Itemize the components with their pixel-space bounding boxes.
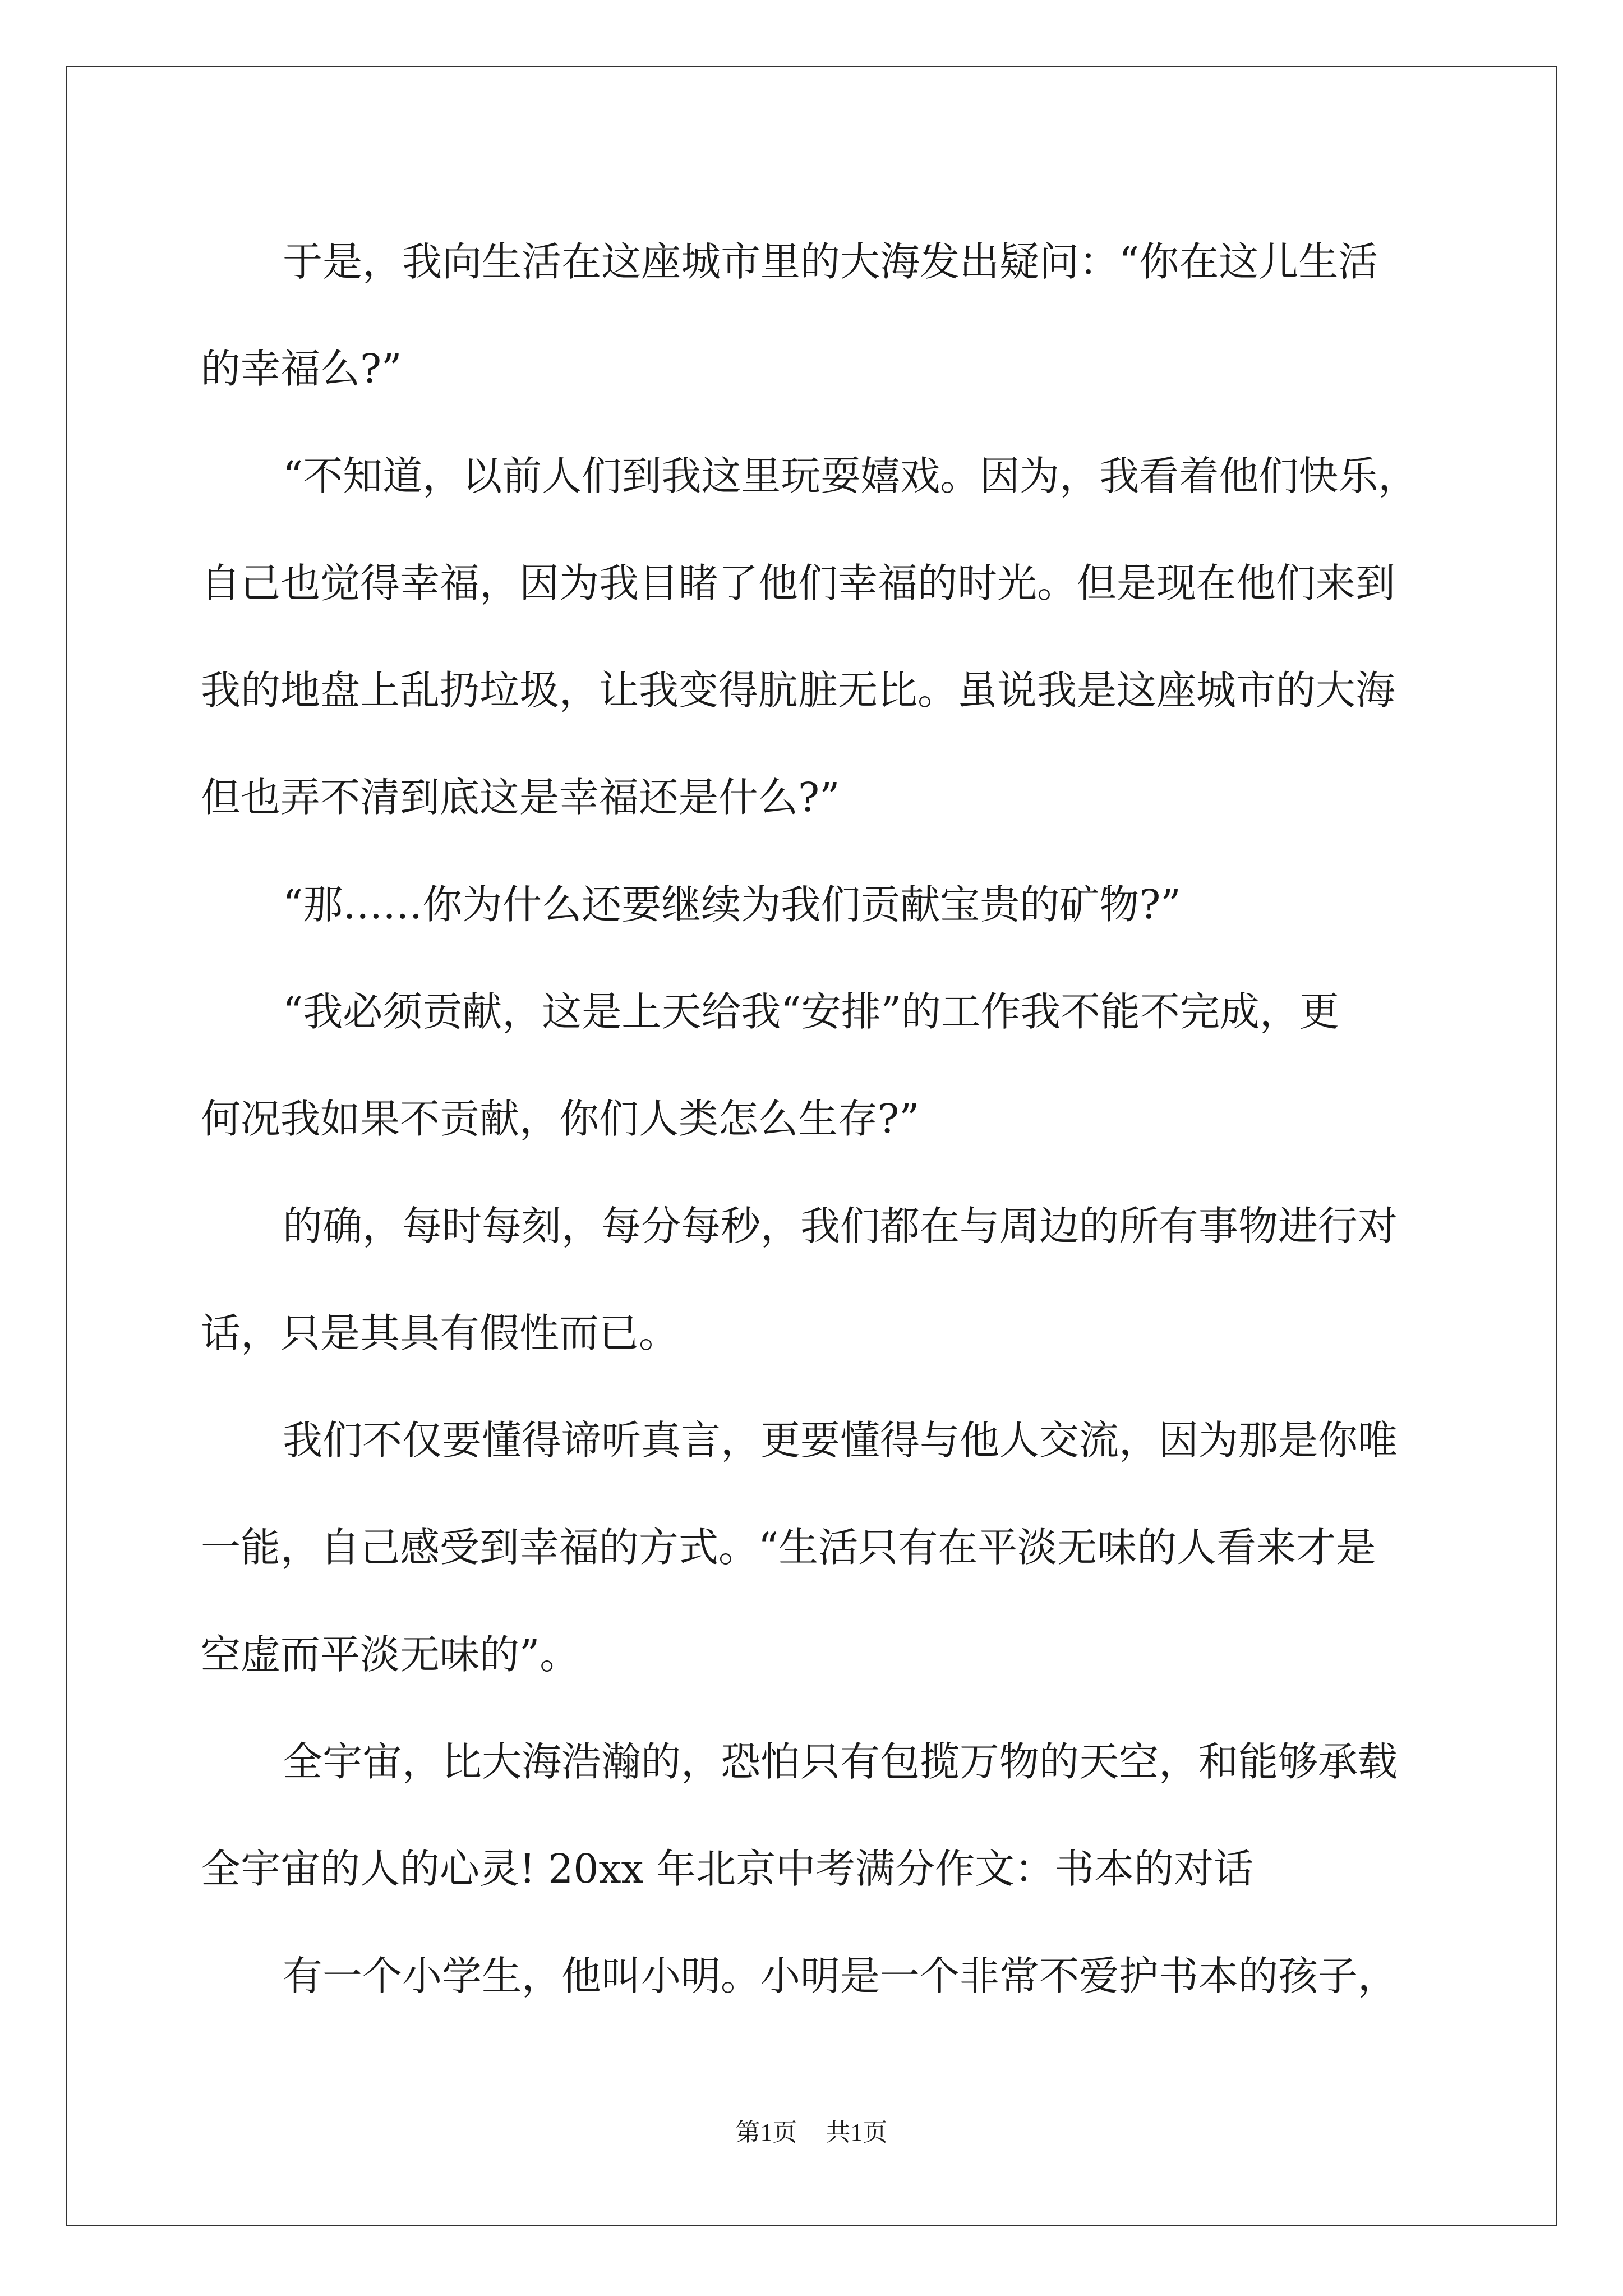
- text-line: 的幸福么?”: [201, 346, 402, 392]
- text-line: 话，只是其具有假性而已。: [201, 1310, 679, 1356]
- page-number: 第1页: [735, 2119, 797, 2146]
- text-line: “那……你为什么还要继续为我们贡献宝贵的矿物?”: [283, 881, 1181, 928]
- page-footer: [0, 2116, 1623, 2150]
- text-line: 我的地盘上乱扔垃圾，让我变得肮脏无比。虽说我是这座城市的大海: [201, 667, 1396, 714]
- text-line: 但也弄不清到底这是幸福还是什么?”: [201, 774, 840, 821]
- page-total: 共1页: [826, 2119, 888, 2146]
- text-line: 于是，我向生活在这座城市里的大海发出疑问：“你在这儿生活: [283, 238, 1378, 285]
- text-line: 一能，自己感受到幸福的方式。“生活只有在平淡无味的人看来才是: [201, 1524, 1376, 1571]
- text-line: “我必须贡献，这是上天给我“安排”的工作我不能不完成，更: [283, 988, 1339, 1035]
- text-line: 何况我如果不贡献，你们人类怎么生存?”: [201, 1096, 920, 1142]
- text-line: 有一个小学生，他叫小明。小明是一个非常不爱护书本的孩子，: [283, 1953, 1398, 1999]
- text-line: 的确，每时每刻，每分每秒，我们都在与周边的所有事物进行对: [283, 1203, 1398, 1249]
- text-line: 我们不仅要懂得谛听真言，更要懂得与他人交流，因为那是你唯: [283, 1417, 1398, 1464]
- text-line: 自己也觉得幸福，因为我目睹了他们幸福的时光。但是现在他们来到: [201, 560, 1396, 606]
- text-line: 全宇宙，比大海浩瀚的，恐怕只有包揽万物的天空，和能够承载: [283, 1738, 1398, 1785]
- text-line: 全宇宙的人的心灵! 20xx 年北京中考满分作文：书本的对话: [201, 1846, 1254, 1892]
- document-body: [201, 220, 1438, 2041]
- text-line: 空虚而平淡无味的”。: [201, 1631, 580, 1678]
- text-line: “不知道，以前人们到我这里玩耍嬉戏。因为，我看着他们快乐，: [283, 453, 1418, 499]
